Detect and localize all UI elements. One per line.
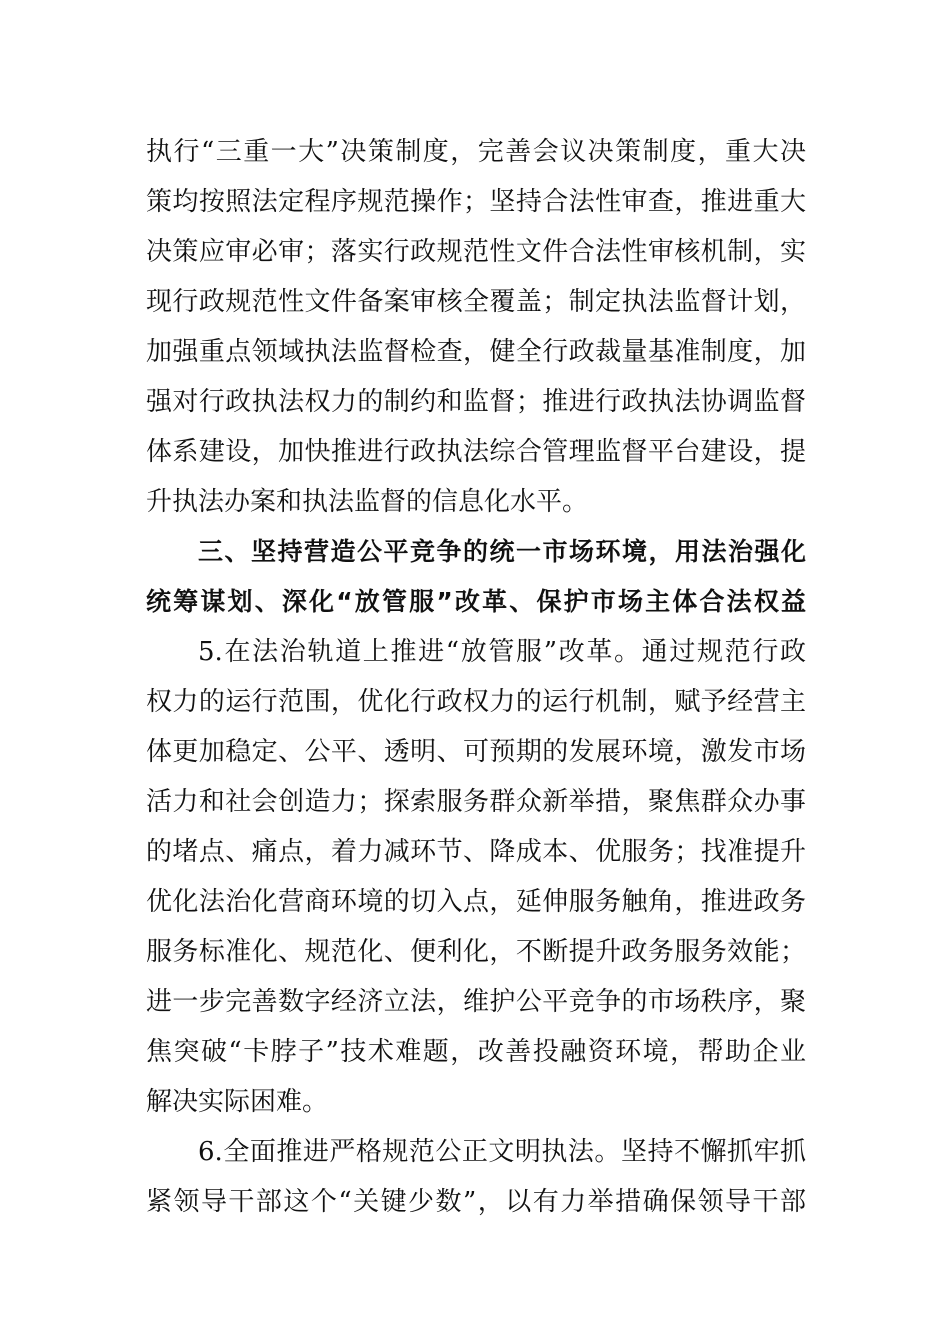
text-line: 体系建设，加快推进行政执法综合管理监督平台建设，提 bbox=[146, 437, 806, 467]
heading-line: 三、坚持营造公平竞争的统一市场环境，用法治强化 bbox=[198, 537, 806, 566]
text-line: 服务标准化、规范化、便利化，不断提升政务服务效能； bbox=[146, 937, 806, 967]
text-line: 执行“三重一大”决策制度，完善会议决策制度，重大决 bbox=[146, 137, 806, 167]
text-line: 进一步完善数字经济立法，维护公平竞争的市场秩序，聚 bbox=[146, 987, 806, 1017]
text-line: 升执法办案和执法监督的信息化水平。 bbox=[146, 487, 589, 517]
text-line: 6.全面推进严格规范公正文明执法。坚持不懈抓牢抓 bbox=[198, 1137, 806, 1167]
text-line: 权力的运行范围，优化行政权力的运行机制，赋予经营主 bbox=[146, 687, 806, 717]
text-line: 策均按照法定程序规范操作；坚持合法性审查，推进重大 bbox=[146, 187, 806, 217]
text-line: 解决实际困难。 bbox=[146, 1087, 329, 1117]
text-line: 现行政规范性文件备案审核全覆盖；制定执法监督计划， bbox=[146, 287, 806, 317]
text-line: 加强重点领域执法监督检查，健全行政裁量基准制度，加 bbox=[146, 337, 806, 367]
text-line: 紧领导干部这个“关键少数”，以有力举措确保领导干部 bbox=[146, 1187, 806, 1217]
text-line: 焦突破“卡脖子”技术难题，改善投融资环境，帮助企业 bbox=[146, 1037, 806, 1067]
text-line: 体更加稳定、公平、透明、可预期的发展环境，激发市场 bbox=[146, 737, 806, 767]
text-line: 优化法治化营商环境的切入点，延伸服务触角，推进政务 bbox=[146, 887, 806, 917]
heading-line: 统筹谋划、深化“放管服”改革、保护市场主体合法权益 bbox=[146, 587, 806, 616]
text-line: 强对行政执法权力的制约和监督；推进行政执法协调监督 bbox=[146, 387, 806, 417]
text-line: 决策应审必审；落实行政规范性文件合法性审核机制，实 bbox=[146, 237, 806, 267]
text-line: 的堵点、痛点，着力减环节、降成本、优服务；找准提升 bbox=[146, 837, 806, 867]
text-line: 活力和社会创造力；探索服务群众新举措，聚焦群众办事 bbox=[146, 787, 806, 817]
text-line: 5.在法治轨道上推进“放管服”改革。通过规范行政 bbox=[198, 637, 806, 667]
